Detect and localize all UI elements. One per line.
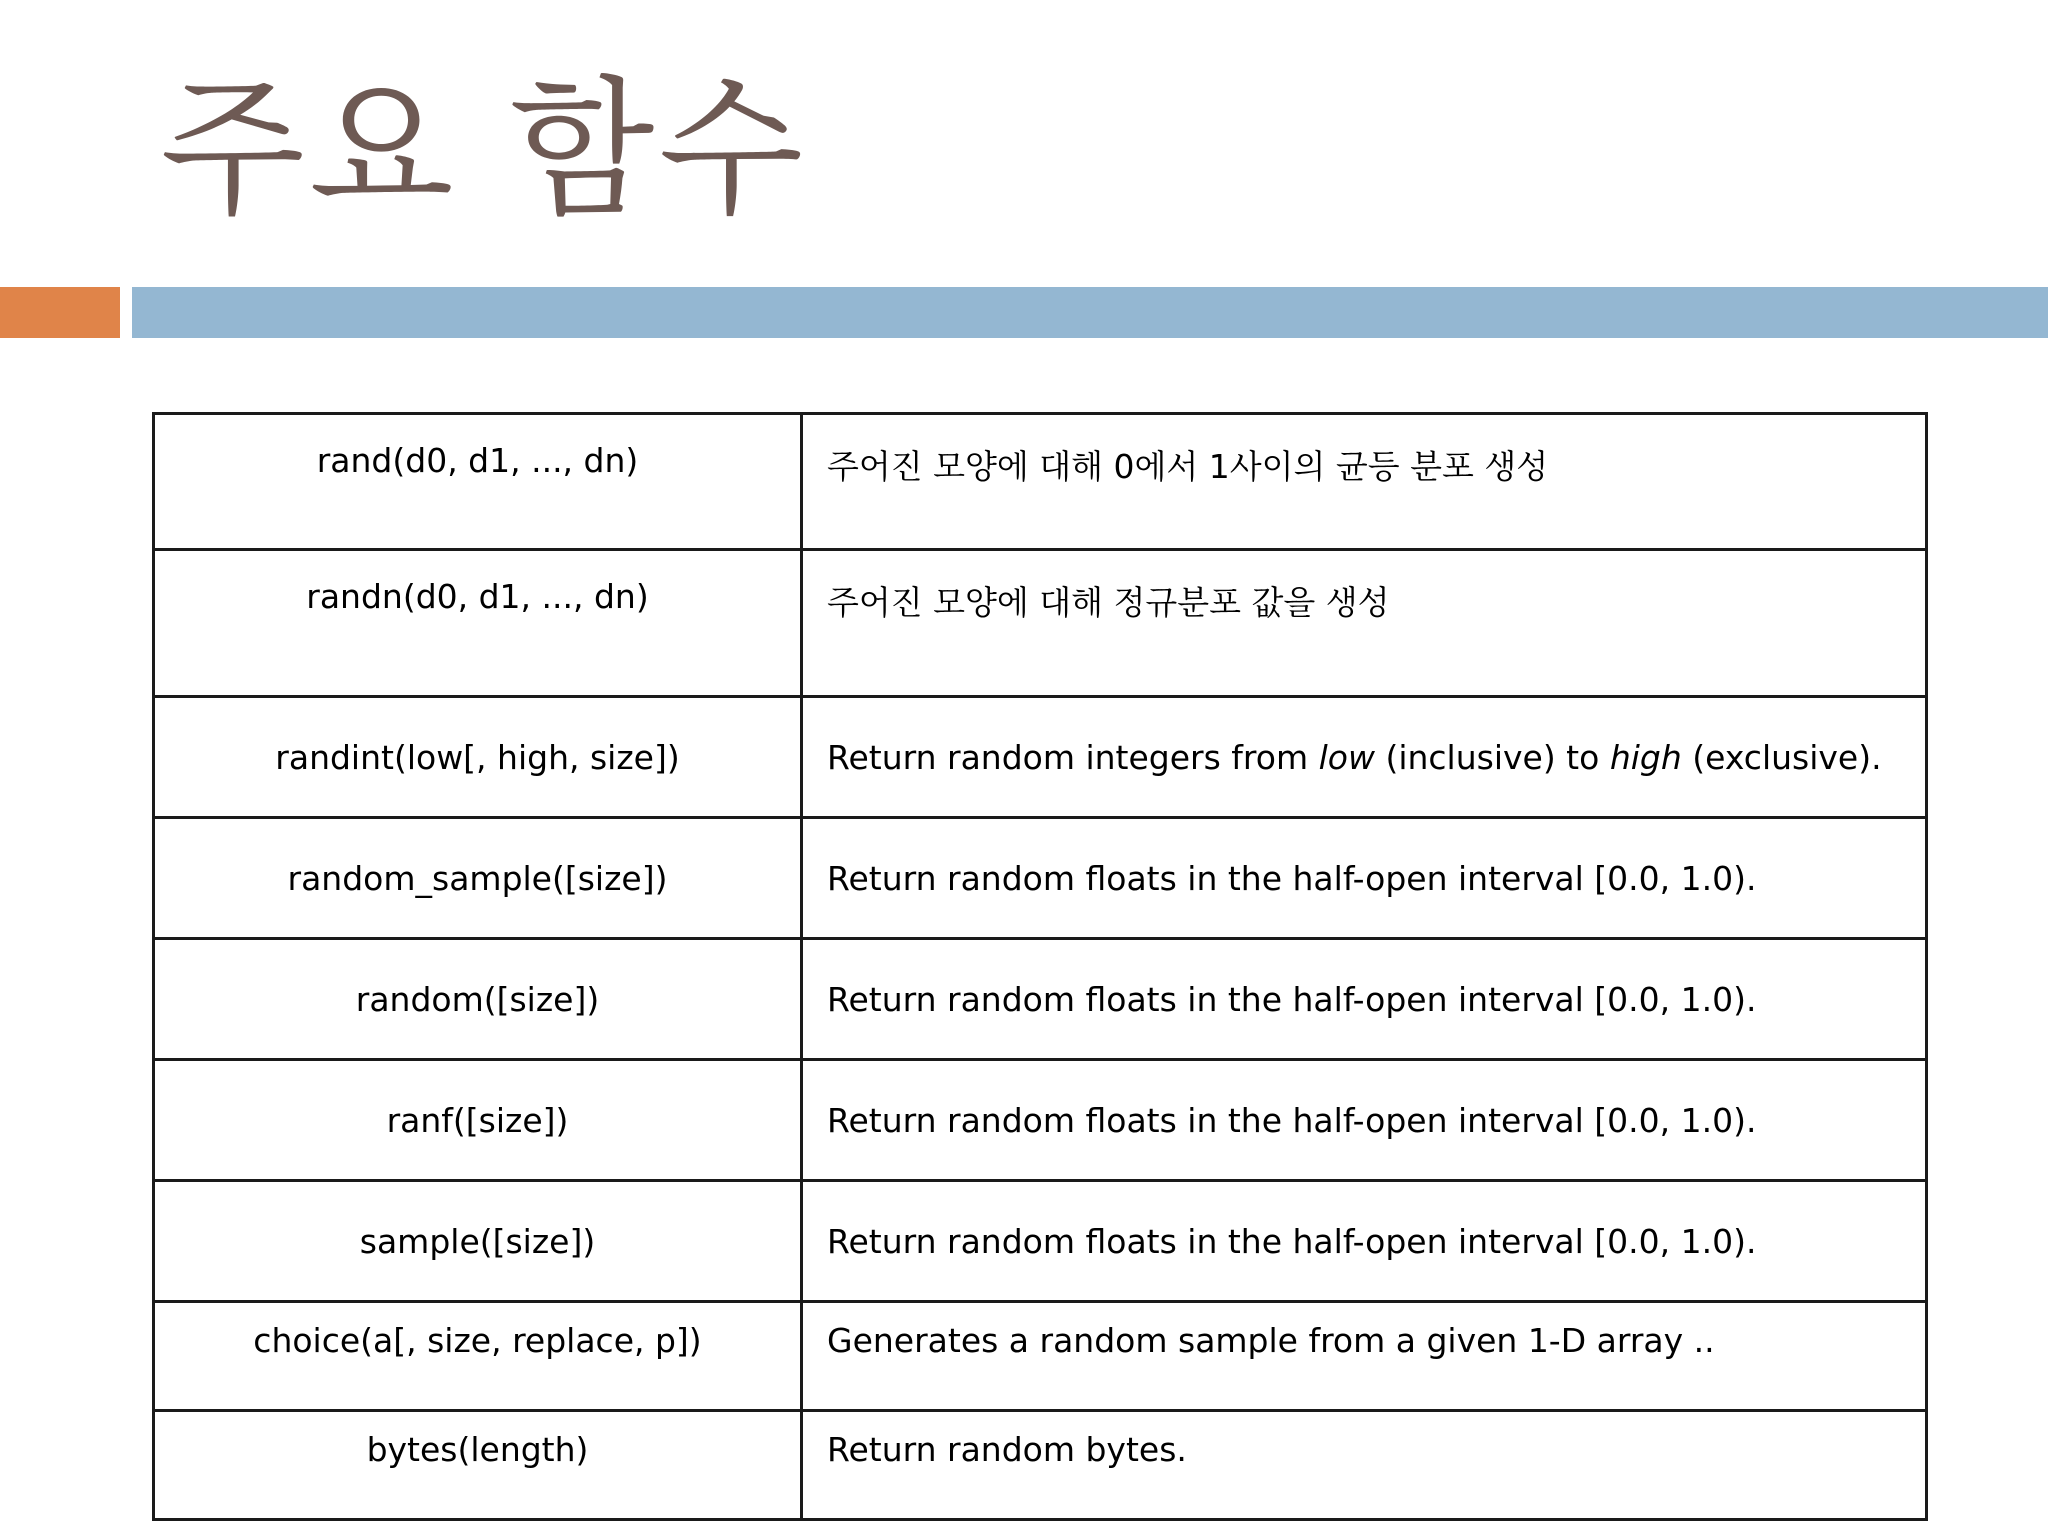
function-cell: bytes(length) — [154, 1411, 802, 1520]
functions-table — [152, 412, 1928, 1521]
param-high: high — [1609, 737, 1682, 777]
description-cell: 주어진 모양에 대해 0에서 1사이의 균등 분포 생성 — [802, 414, 1927, 550]
accent-bar-blue — [132, 287, 2048, 338]
description-cell: Return random floats in the half-open interval [0.0, 1.0). — [802, 1060, 1927, 1181]
slide-title: 주요 함수 — [160, 63, 808, 237]
table-row — [154, 1060, 1927, 1181]
description-cell — [802, 697, 1927, 818]
table-row — [154, 818, 1927, 939]
function-cell: random([size]) — [154, 939, 802, 1060]
description-cell: Generates a random sample from a given 1-D array .. — [802, 1302, 1927, 1411]
function-cell: randn(d0, d1, ..., dn) — [154, 550, 802, 697]
table-row — [154, 1411, 1927, 1520]
function-cell: random_sample([size]) — [154, 818, 802, 939]
table-row — [154, 1181, 1927, 1302]
function-cell: randint(low[, high, size]) — [154, 697, 802, 818]
table-row — [154, 414, 1927, 550]
description-cell: Return random floats in the half-open interval [0.0, 1.0). — [802, 1181, 1927, 1302]
description-cell: Return random floats in the half-open interval [0.0, 1.0). — [802, 818, 1927, 939]
description-text: (inclusive) to — [1374, 737, 1610, 777]
param-low: low — [1318, 737, 1375, 777]
table-row — [154, 939, 1927, 1060]
description-cell: 주어진 모양에 대해 정규분포 값을 생성 — [802, 550, 1927, 697]
table-row — [154, 550, 1927, 697]
description-text: Return random integers from — [827, 737, 1319, 777]
function-cell: choice(a[, size, replace, p]) — [154, 1302, 802, 1411]
description-cell: Return random floats in the half-open interval [0.0, 1.0). — [802, 939, 1927, 1060]
description-cell: Return random bytes. — [802, 1411, 1927, 1520]
description-text: (exclusive). — [1681, 737, 1882, 777]
function-cell: sample([size]) — [154, 1181, 802, 1302]
function-cell: rand(d0, d1, ..., dn) — [154, 414, 802, 550]
table-row — [154, 697, 1927, 818]
accent-bar-orange — [0, 287, 120, 338]
table-row — [154, 1302, 1927, 1411]
function-cell: ranf([size]) — [154, 1060, 802, 1181]
